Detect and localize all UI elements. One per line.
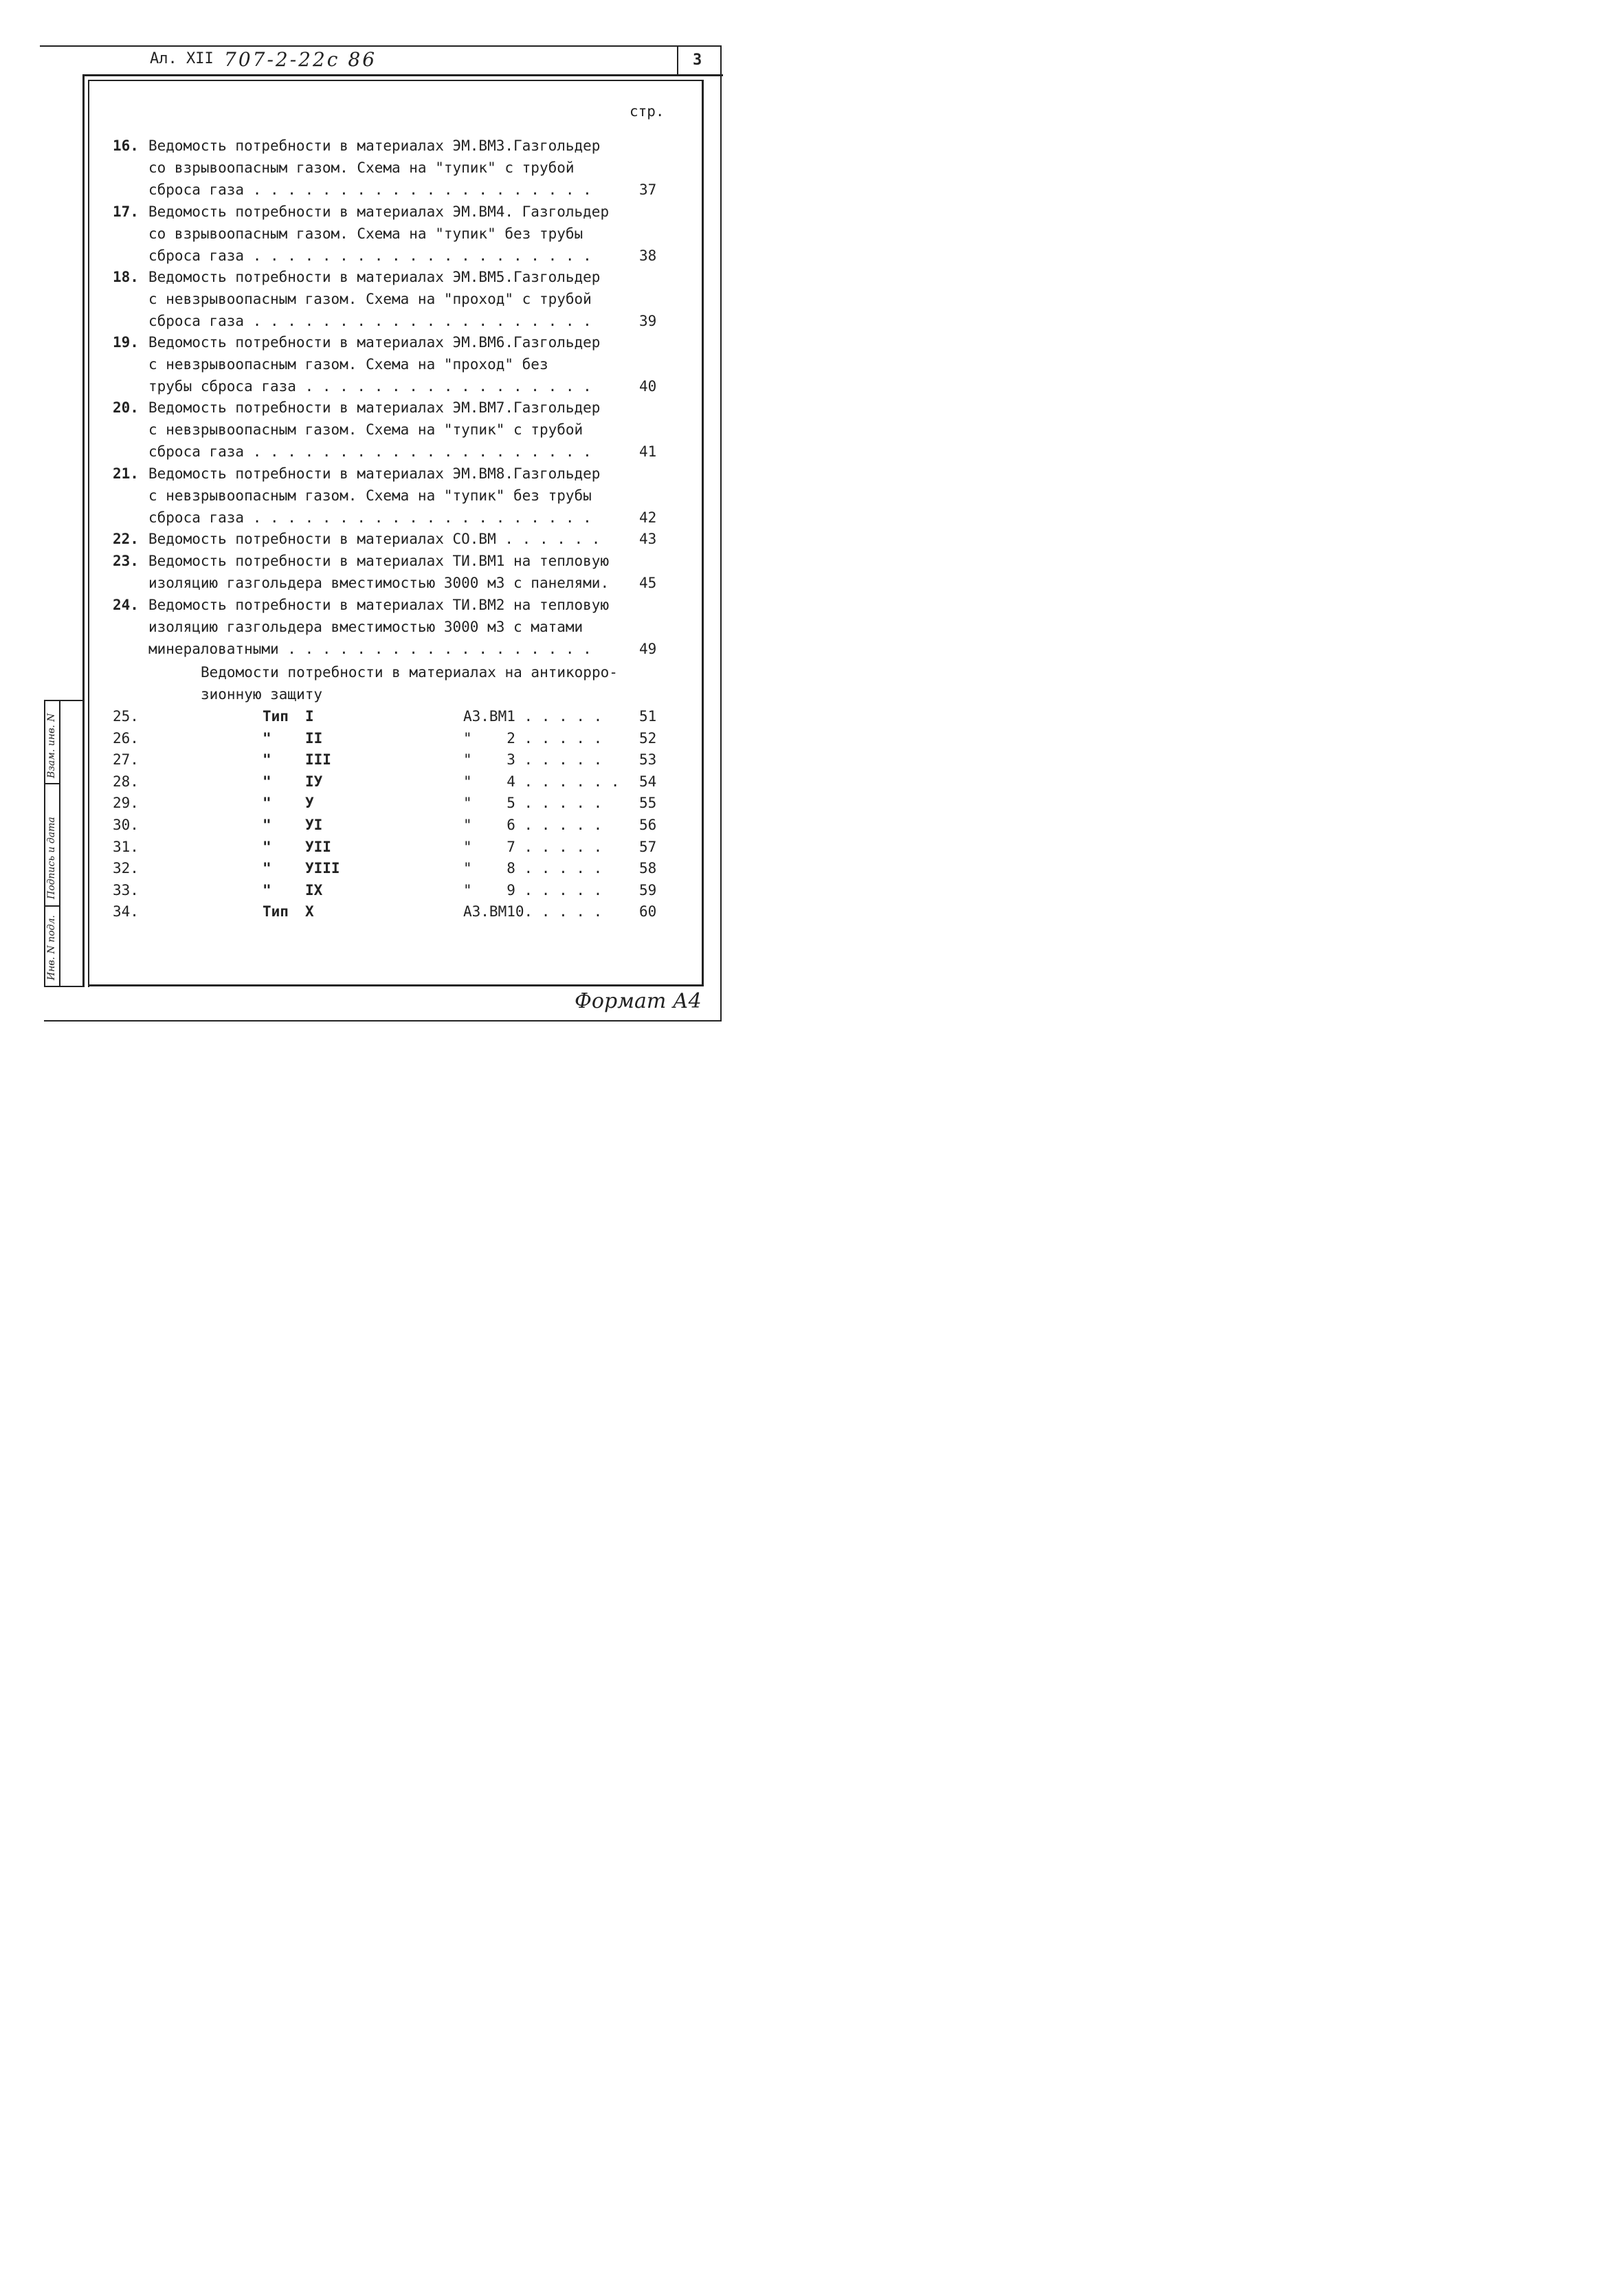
entry-page: 42 xyxy=(639,509,657,526)
ac-entry-roman: III xyxy=(305,751,331,768)
entry-text-line: с невзрывоопасным газом. Схема на "тупик" с трубой xyxy=(148,421,583,438)
document-page xyxy=(0,0,757,1061)
ac-entry-number: 31. xyxy=(113,839,139,855)
ac-entry-page: 57 xyxy=(639,839,657,855)
ac-entry-roman: УI xyxy=(305,817,323,833)
entry-number: 16. xyxy=(113,137,139,154)
entry-text-line: сброса газа . . . . . . . . . . . . . . . . . . . . xyxy=(148,181,592,198)
frame-right-outer xyxy=(720,45,722,1022)
ac-entry-number: 28. xyxy=(113,773,139,790)
entry-number: 17. xyxy=(113,203,139,220)
ac-entry-page: 60 xyxy=(639,903,657,920)
entry-text-line: сброса газа . . . . . . . . . . . . . . . . . . . . xyxy=(148,509,592,526)
ac-entry-code: " 4 . . . . . . xyxy=(463,773,620,790)
entry-number: 20. xyxy=(113,399,139,416)
header-bottom-rule xyxy=(82,74,723,76)
ac-entry-code: " 3 . . . . . xyxy=(463,751,603,768)
entry-text-line: со взрывоопасным газом. Схема на "тупик" без трубы xyxy=(148,225,583,242)
frame-bottom-inner xyxy=(88,984,704,986)
entry-text-line: Ведомость потребности в материалах ТИ.ВМ1 на тепловую xyxy=(148,553,610,569)
entry-text-line: Ведомость потребности в материалах СО.ВМ . . . . . . xyxy=(148,531,601,547)
ac-entry-number: 26. xyxy=(113,730,139,747)
entry-page: 40 xyxy=(639,378,657,395)
ac-entry-roman: IУ xyxy=(305,773,323,790)
entry-text-line: изоляцию газгольдера вместимостью 3000 м3 с панелями. xyxy=(148,575,610,591)
ac-entry-type: " xyxy=(263,839,271,855)
entry-page: 38 xyxy=(639,247,657,264)
ac-entry-type: " xyxy=(263,795,271,811)
ac-entry-number: 30. xyxy=(113,817,139,833)
frame-left-outer xyxy=(82,74,85,987)
top-rule xyxy=(40,45,722,47)
entry-text-line: Ведомость потребности в материалах ЭМ.ВМ6.Газгольдер xyxy=(148,334,601,351)
ac-entry-number: 34. xyxy=(113,903,139,920)
stamp-inv-no: Инв. N подл. xyxy=(46,915,57,980)
stamp-box-mid xyxy=(59,700,60,987)
ac-entry-page: 55 xyxy=(639,795,657,811)
ac-entry-code: " 5 . . . . . xyxy=(463,795,603,811)
bottom-rule xyxy=(44,1020,722,1022)
entry-text-line: Ведомость потребности в материалах ЭМ.ВМ4. Газгольдер xyxy=(148,203,610,220)
entry-text-line: трубы сброса газа . . . . . . . . . . . . . . . . . xyxy=(148,378,592,395)
stamp-replaces-inv: Взам. инв. N xyxy=(46,713,57,778)
ac-entry-code: " 9 . . . . . xyxy=(463,882,603,898)
entry-text-line: сброса газа . . . . . . . . . . . . . . . . . . . . xyxy=(148,247,592,264)
ac-entry-roman: IX xyxy=(305,882,323,898)
stamp-box-bottom xyxy=(44,986,82,987)
ac-entry-type: " xyxy=(263,860,271,876)
entry-text-line: сброса газа . . . . . . . . . . . . . . . . . . . . xyxy=(148,443,592,460)
header-page-box-left xyxy=(677,45,678,76)
entry-page: 43 xyxy=(639,531,657,547)
entry-number: 19. xyxy=(113,334,139,351)
ac-entry-type: " xyxy=(263,882,271,898)
entry-text-line: Ведомость потребности в материалах ЭМ.ВМ5.Газгольдер xyxy=(148,269,601,285)
ac-entry-type: Тип xyxy=(263,903,289,920)
ac-entry-page: 59 xyxy=(639,882,657,898)
entry-text-line: с невзрывоопасным газом. Схема на "тупик" без трубы xyxy=(148,487,592,504)
entry-page: 37 xyxy=(639,181,657,198)
entry-number: 23. xyxy=(113,553,139,569)
ac-entry-number: 27. xyxy=(113,751,139,768)
section-title-line-2: зионную защиту xyxy=(201,686,323,703)
entry-page: 39 xyxy=(639,313,657,329)
entry-text-line: Ведомость потребности в материалах ЭМ.ВМ8.Газгольдер xyxy=(148,465,601,482)
entry-text-line: Ведомость потребности в материалах ЭМ.ВМ3.Газгольдер xyxy=(148,137,601,154)
format-label: Формат А4 xyxy=(575,989,702,1013)
entry-page: 41 xyxy=(639,443,657,460)
ac-entry-roman: X xyxy=(305,903,314,920)
ac-entry-type: " xyxy=(263,751,271,768)
frame-left-inner xyxy=(88,80,89,987)
ac-entry-type: " xyxy=(263,773,271,790)
ac-entry-code: " 8 . . . . . xyxy=(463,860,603,876)
ac-entry-code: АЗ.ВМ1 . . . . . xyxy=(463,708,603,725)
ac-entry-number: 33. xyxy=(113,882,139,898)
ac-entry-page: 52 xyxy=(639,730,657,747)
ac-entry-page: 53 xyxy=(639,751,657,768)
frame-right-inner xyxy=(702,80,704,986)
section-title-line-1: Ведомости потребности в материалах на антикорро- xyxy=(201,664,618,681)
ac-entry-code: " 2 . . . . . xyxy=(463,730,603,747)
ac-entry-number: 29. xyxy=(113,795,139,811)
column-header-page: стр. xyxy=(630,103,665,120)
entry-text-line: Ведомость потребности в материалах ТИ.ВМ2 на тепловую xyxy=(148,597,610,613)
ac-entry-type: " xyxy=(263,817,271,833)
entry-text-line: с невзрывоопасным газом. Схема на "проход" с трубой xyxy=(148,291,592,307)
ac-entry-page: 54 xyxy=(639,773,657,790)
entry-number: 22. xyxy=(113,531,139,547)
ac-entry-roman: У xyxy=(305,795,314,811)
ac-entry-page: 58 xyxy=(639,860,657,876)
stamp-labels xyxy=(44,708,59,986)
project-code: 707-2-22с 86 xyxy=(224,48,377,71)
ac-entry-page: 51 xyxy=(639,708,657,725)
ac-entry-code: " 6 . . . . . xyxy=(463,817,603,833)
entry-text-line: Ведомость потребности в материалах ЭМ.ВМ7.Газгольдер xyxy=(148,399,601,416)
frame-top-inner xyxy=(88,80,703,81)
ac-entry-type: Тип xyxy=(263,708,289,725)
ac-entry-type: " xyxy=(263,730,271,747)
ac-entry-code: " 7 . . . . . xyxy=(463,839,603,855)
entry-number: 18. xyxy=(113,269,139,285)
entry-page: 45 xyxy=(639,575,657,591)
ac-entry-roman: УII xyxy=(305,839,331,855)
ac-entry-number: 25. xyxy=(113,708,139,725)
stamp-signature-date: Подпись и дата xyxy=(46,817,57,899)
entry-text-line: сброса газа . . . . . . . . . . . . . . . . . . . . xyxy=(148,313,592,329)
entry-number: 21. xyxy=(113,465,139,482)
entry-text-line: с невзрывоопасным газом. Схема на "проход" без xyxy=(148,356,548,373)
ac-entry-roman: УIII xyxy=(305,860,340,876)
ac-entry-roman: I xyxy=(305,708,314,725)
entry-number: 24. xyxy=(113,597,139,613)
entry-page: 49 xyxy=(639,641,657,657)
page-number: 3 xyxy=(693,52,702,69)
ac-entry-number: 32. xyxy=(113,860,139,876)
album-label: Ал. XII xyxy=(150,50,214,67)
ac-entry-page: 56 xyxy=(639,817,657,833)
entry-text-line: изоляцию газгольдера вместимостью 3000 м3 с матами xyxy=(148,619,583,635)
stamp-box-top xyxy=(44,700,82,701)
entry-text-line: со взрывоопасным газом. Схема на "тупик" с трубой xyxy=(148,159,575,176)
ac-entry-code: АЗ.ВМ10. . . . . xyxy=(463,903,603,920)
ac-entry-roman: II xyxy=(305,730,323,747)
entry-text-line: минераловатными . . . . . . . . . . . . . . . . . . xyxy=(148,641,592,657)
